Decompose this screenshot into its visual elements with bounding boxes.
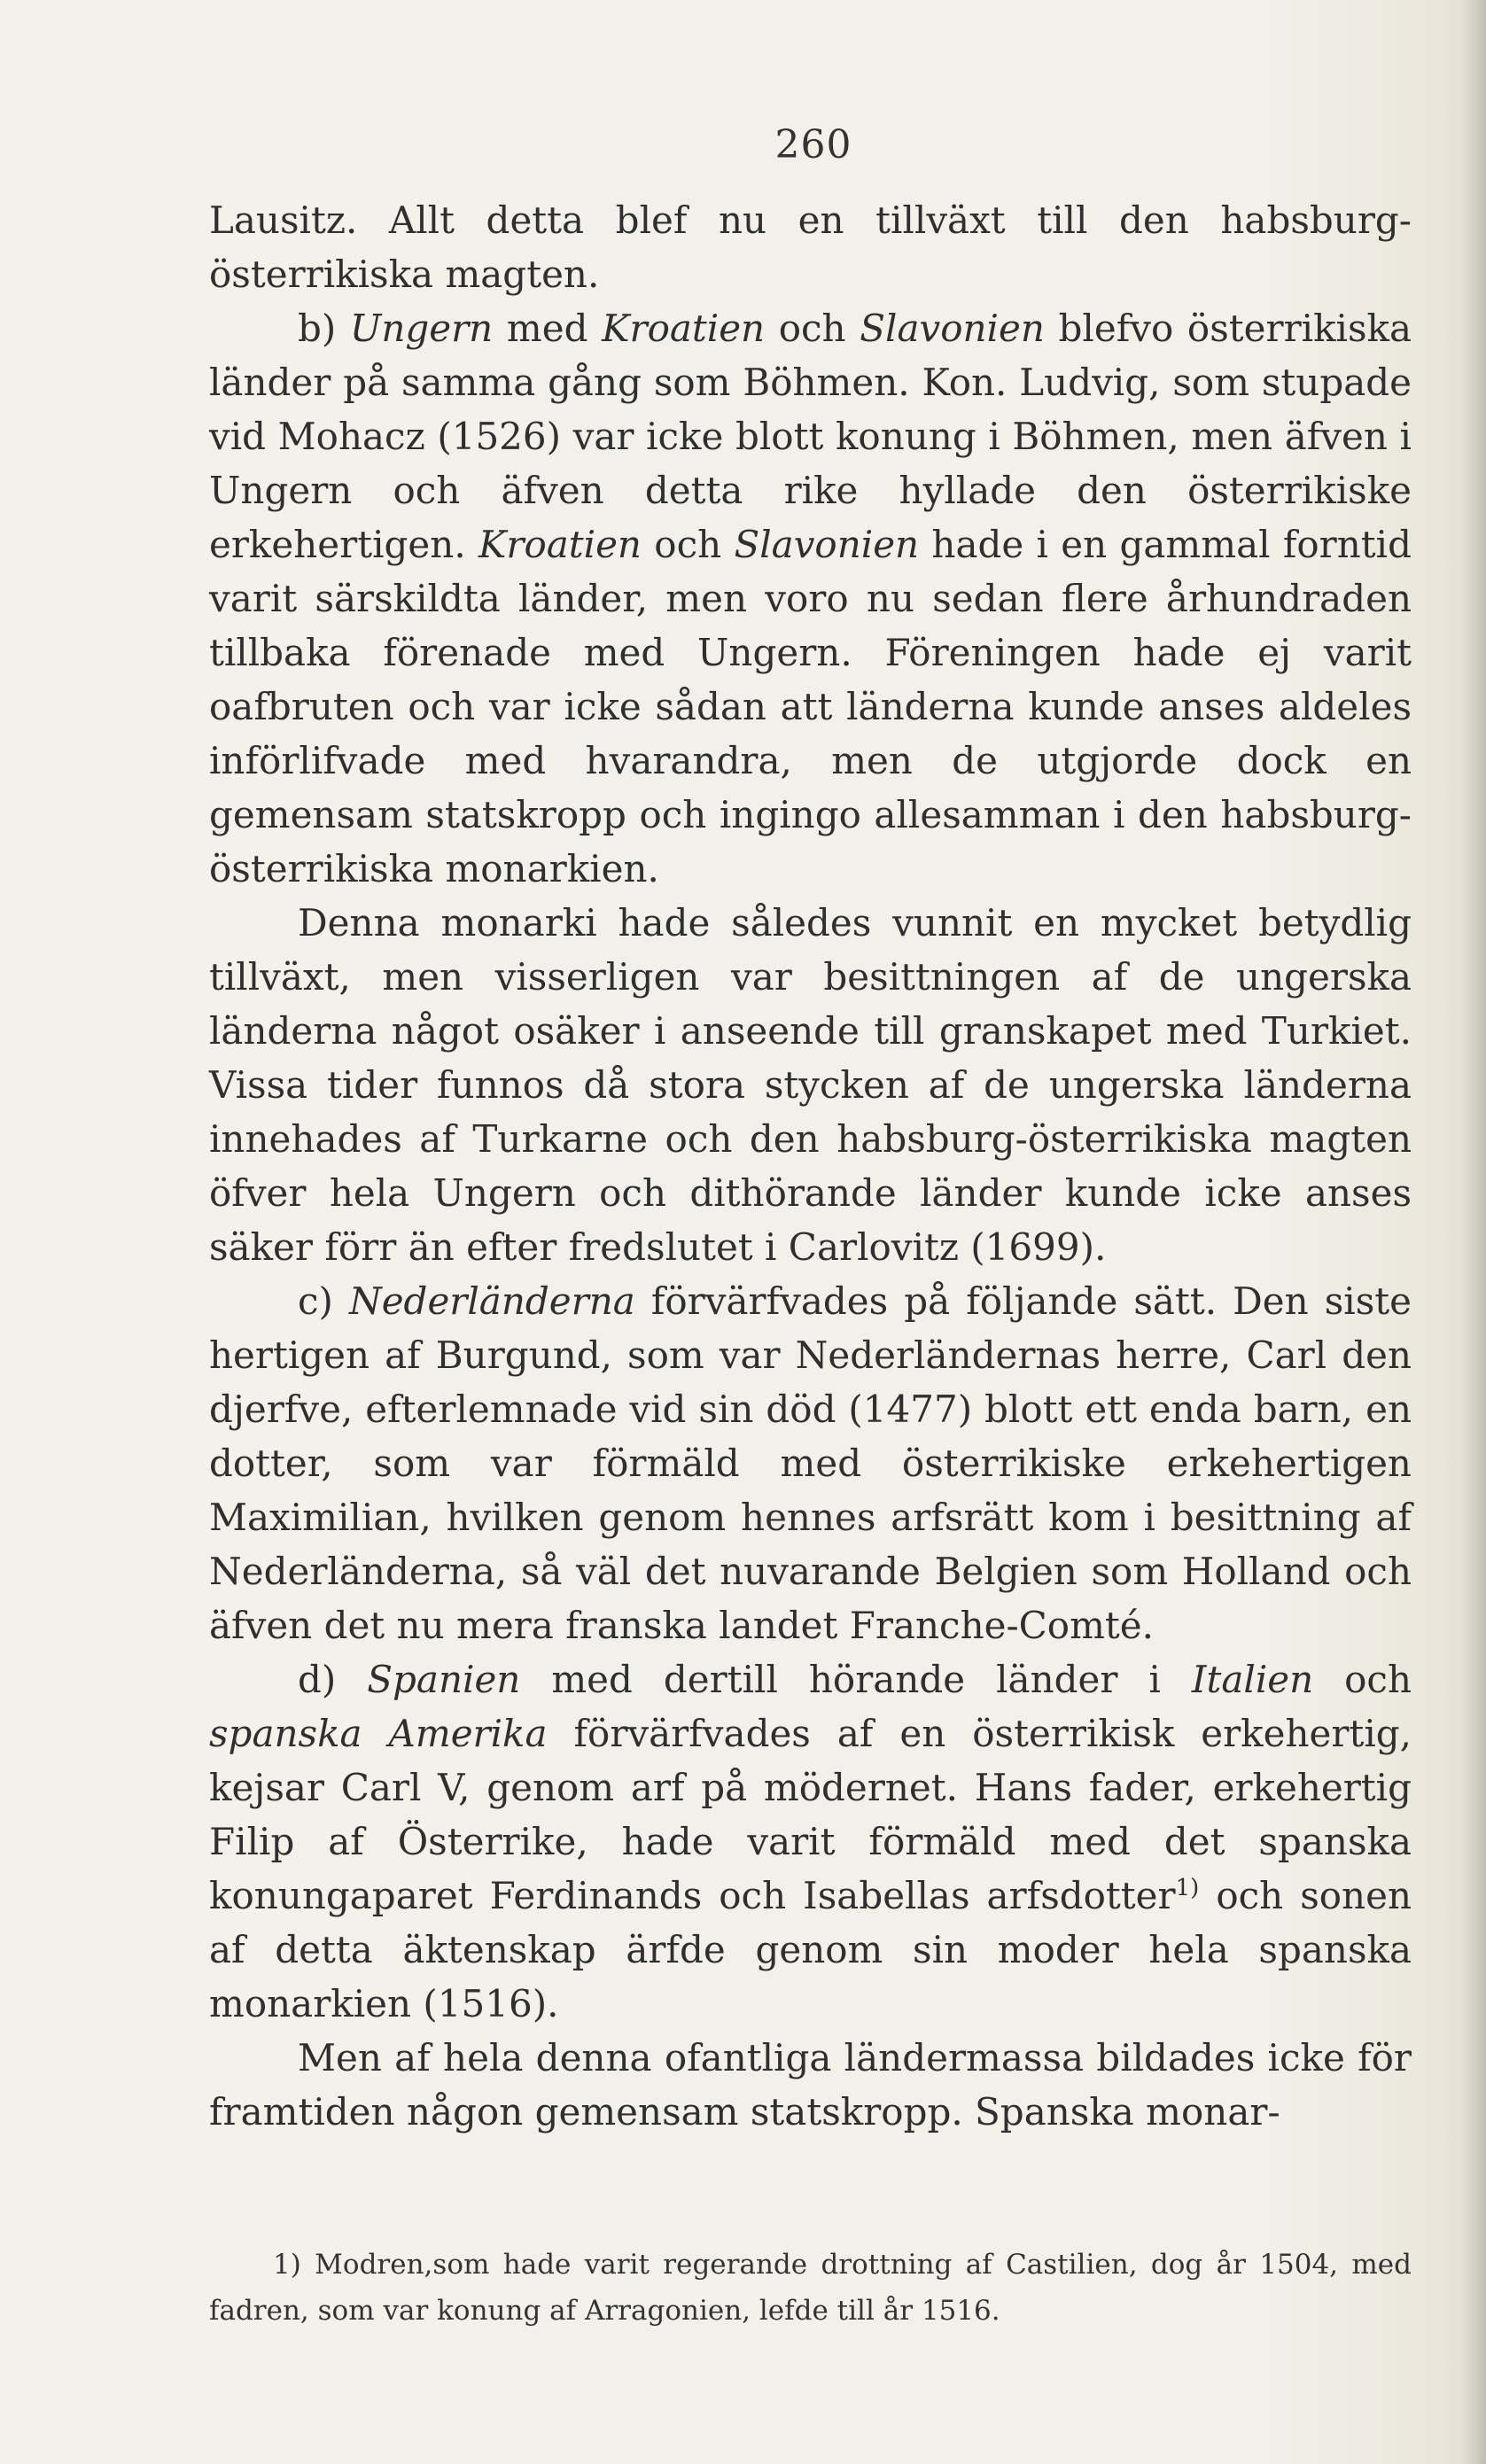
text-segment: och sonen af detta äktenskap ärfde genom sin moder hela spanska monarkien (1516). xyxy=(209,1874,1412,2025)
text-segment: och xyxy=(1313,1658,1412,1701)
italic-term: Nederländerna xyxy=(348,1279,635,1323)
text-segment: Lausitz. Allt detta blef nu en tillväxt till den habsburg-österrikiska magten. xyxy=(209,198,1412,296)
text-segment: b) xyxy=(298,307,350,350)
italic-term: Spanien xyxy=(367,1658,521,1701)
paragraph-p2 xyxy=(209,301,1412,896)
text-segment: med xyxy=(493,307,603,350)
text-segment: hade i en gammal forntid varit särskildta länder, men voro nu sedan flere århundraden tillbaka förenade med Ungern. Föreningen hade ej varit oafbruten och var icke sådan att länderna kunde anses aldeles införlifvade med hvarandra, men de utgjorde dock en gemensam statskropp och ingingo allesamman i den habsburg-österrikiska monarkien. xyxy=(209,523,1412,890)
paragraph-p3 xyxy=(209,896,1412,1274)
italic-term: Italien xyxy=(1191,1658,1314,1701)
paragraph-p6 xyxy=(209,2031,1412,2139)
paragraph-p1 xyxy=(209,193,1412,301)
italic-term: Slavonien xyxy=(860,307,1045,350)
paragraph-p5 xyxy=(209,1652,1412,2031)
body-text xyxy=(209,193,1412,2139)
italic-term: Kroatien xyxy=(478,523,642,566)
text-segment: förvärfvades på följande sätt. Den siste hertigen af Burgund, som var Nederländernas herre, Carl den djerfve, efterlemnade vid sin död (1477) blott ett enda barn, en dotter, som var förmäld med österrikiske erkehertigen Maximilian, hvilken genom hennes arfsrätt kom i besittning af Nederländerna, så väl det nuvarande Belgien som Holland och äfven det nu mera franska landet Franche-Comté. xyxy=(209,1279,1412,1647)
page-number: 260 xyxy=(774,122,852,167)
text-segment: med dertill hörande länder i xyxy=(520,1658,1192,1701)
text-segment: Men af hela denna ofantliga ländermassa bildades icke för framtiden någon gemensam statskropp. Spanska monar- xyxy=(209,2036,1412,2134)
text-segment: och xyxy=(641,523,735,566)
paragraph-p4 xyxy=(209,1274,1412,1652)
text-segment: c) xyxy=(298,1279,349,1323)
footnote-marker: 1) xyxy=(1175,1875,1200,1901)
page-edge-shadow xyxy=(1461,0,1486,2464)
italic-term: spanska Amerika xyxy=(209,1712,548,1755)
footnote: 1) Modren,som hade varit regerande drottning af Castilien, dog år 1504, med fadren, som var konung af Arragonien, lefde till år 1516. xyxy=(209,2249,1412,2327)
text-segment: d) xyxy=(298,1658,368,1701)
italic-term: Ungern xyxy=(349,307,494,350)
text-segment: Denna monarki hade således vunnit en mycket betydlig tillväxt, men visserligen var besittningen af de ungerska länderna något osäker i anseende till granskapet med Turkiet. Vissa tider funnos då stora stycken af de ungerska länderna innehades af Turkarne och den habsburg-österrikiska magten öfver hela Ungern och dithörande länder kunde icke anses säker förr än efter fredslutet i Carlovitz (1699). xyxy=(209,901,1412,1269)
text-segment: och xyxy=(765,307,860,350)
italic-term: Slavonien xyxy=(734,523,920,566)
text-segment: blefvo österrikiska länder på samma gång som Böhmen. Kon. Ludvig, som stupade vid Mohacz (1526) var icke blott konung i Böhmen, men äfven i Ungern och äfven detta rike hyllade den österrikiske erkehertigen. xyxy=(209,307,1412,566)
italic-term: Kroatien xyxy=(602,307,766,350)
text-segment: förvärfvades af en österrikisk erkehertig, kejsar Carl V, genom arf på mödernet. Hans fader, erkehertig Filip af Österrike, hade varit förmäld med det spanska konungaparet Ferdinands och Isabellas arfsdotter xyxy=(209,1712,1412,1917)
